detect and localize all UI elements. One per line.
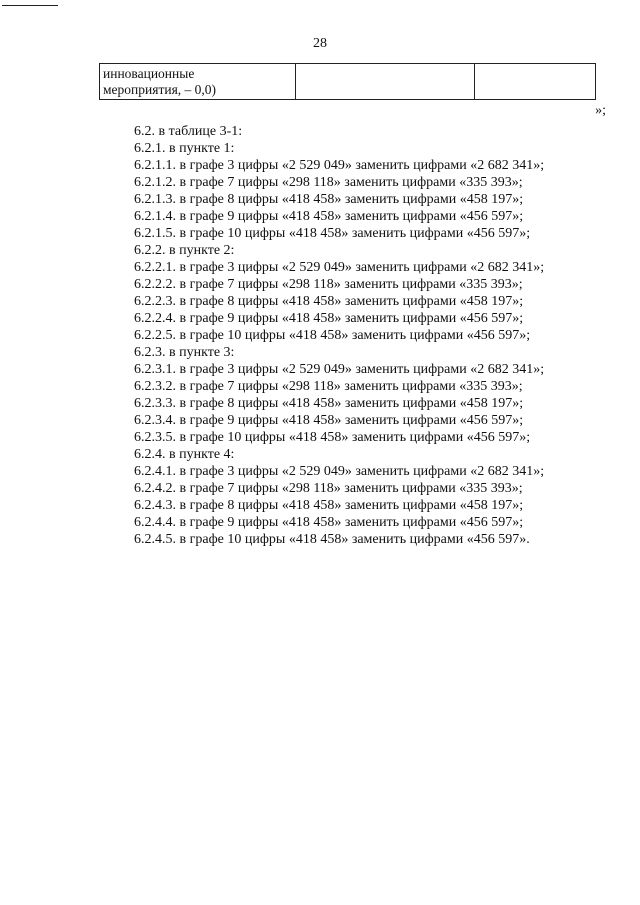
amendment-line: 6.2.3.1. в графе 3 цифры «2 529 049» заменить цифрами «2 682 341»; xyxy=(134,362,545,377)
amendment-line: 6.2.4.5. в графе 10 цифры «418 458» заменить цифрами «456 597». xyxy=(134,532,530,547)
amendment-line: 6.2.2.2. в графе 7 цифры «298 118» заменить цифрами «335 393»; xyxy=(134,277,523,292)
amendment-line: 6.2.3.5. в графе 10 цифры «418 458» заменить цифрами «456 597»; xyxy=(134,430,531,445)
amendment-line: 6.2.3.4. в графе 9 цифры «418 458» заменить цифрами «456 597»; xyxy=(134,413,524,428)
corner-rule xyxy=(2,5,58,6)
amendment-line: 6.2.1. в пункте 1: xyxy=(134,141,235,156)
amendment-line: 6.2.2.3. в графе 8 цифры «418 458» заменить цифрами «458 197»; xyxy=(134,294,524,309)
amendment-line: 6.2.1.2. в графе 7 цифры «298 118» заменить цифрами «335 393»; xyxy=(134,175,523,190)
amendment-line: 6.2.2.1. в графе 3 цифры «2 529 049» заменить цифрами «2 682 341»; xyxy=(134,260,545,275)
page-number: 28 xyxy=(313,36,327,51)
amendment-line: 6.2.4.2. в графе 7 цифры «298 118» заменить цифрами «335 393»; xyxy=(134,481,523,496)
amendment-line: 6.2.1.5. в графе 10 цифры «418 458» заменить цифрами «456 597»; xyxy=(134,226,531,241)
amendment-line: 6.2.2.4. в графе 9 цифры «418 458» заменить цифрами «456 597»; xyxy=(134,311,524,326)
amendment-line: 6.2.3.3. в графе 8 цифры «418 458» заменить цифрами «458 197»; xyxy=(134,396,524,411)
table-cell-line: мероприятия, – 0,0) xyxy=(103,82,217,97)
table-cell-empty xyxy=(475,64,596,100)
amendment-line: 6.2.2.5. в графе 10 цифры «418 458» заменить цифрами «456 597»; xyxy=(134,328,531,343)
amendment-line: 6.2.3. в пункте 3: xyxy=(134,345,235,360)
table-cell-empty xyxy=(296,64,475,100)
amendment-line: 6.2.4. в пункте 4: xyxy=(134,447,235,462)
amendment-line: 6.2.2. в пункте 2: xyxy=(134,243,235,258)
amendments-list xyxy=(134,123,544,548)
closing-quote: »; xyxy=(595,103,606,118)
table-cell-line: инновационные xyxy=(103,66,195,81)
table-row xyxy=(100,64,596,100)
amendment-line: 6.2. в таблице 3-1: xyxy=(134,124,243,139)
table-fragment xyxy=(99,63,596,100)
amendment-line: 6.2.3.2. в графе 7 цифры «298 118» заменить цифрами «335 393»; xyxy=(134,379,523,394)
amendment-line: 6.2.4.1. в графе 3 цифры «2 529 049» заменить цифрами «2 682 341»; xyxy=(134,464,545,479)
amendment-line: 6.2.1.4. в графе 9 цифры «418 458» заменить цифрами «456 597»; xyxy=(134,209,524,224)
amendment-line: 6.2.1.1. в графе 3 цифры «2 529 049» заменить цифрами «2 682 341»; xyxy=(134,158,545,173)
amendment-line: 6.2.4.3. в графе 8 цифры «418 458» заменить цифрами «458 197»; xyxy=(134,498,524,513)
amendment-line: 6.2.4.4. в графе 9 цифры «418 458» заменить цифрами «456 597»; xyxy=(134,515,524,530)
amendment-line: 6.2.1.3. в графе 8 цифры «418 458» заменить цифрами «458 197»; xyxy=(134,192,524,207)
table-cell-description xyxy=(100,64,296,100)
